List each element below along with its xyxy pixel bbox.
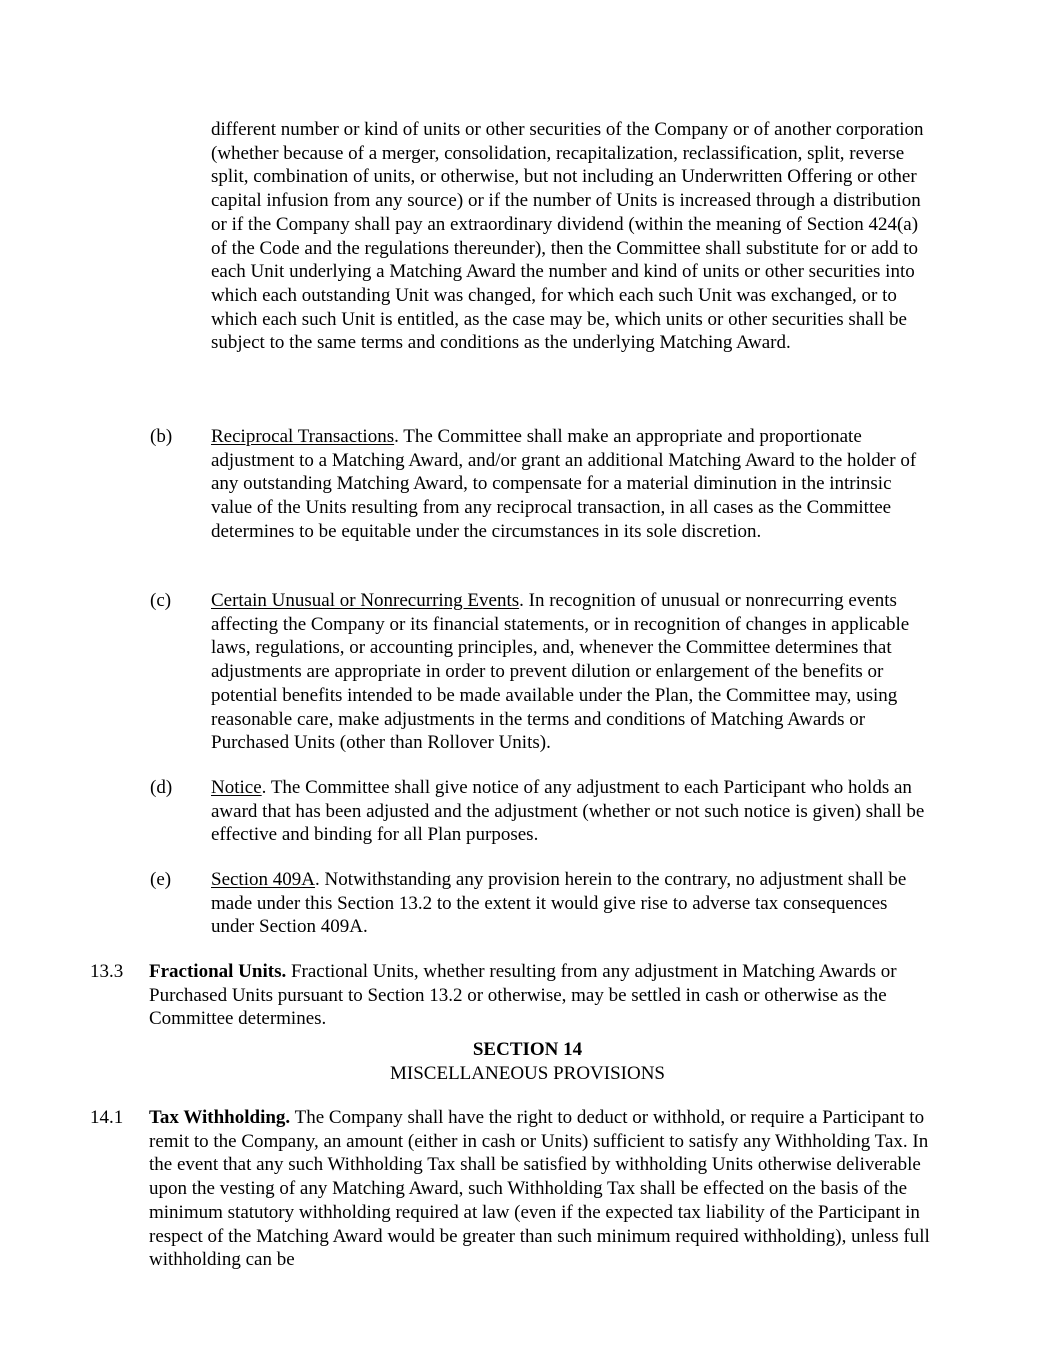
- section-13-3-number: 13.3: [90, 961, 124, 982]
- subsection-c: [211, 589, 935, 755]
- subsection-d-heading: Notice: [211, 777, 262, 798]
- subsection-e: [211, 868, 935, 939]
- subsection-e-label: (e): [150, 869, 172, 890]
- section-14-1: [149, 1106, 935, 1272]
- subsection-d-label: (d): [150, 777, 173, 798]
- subsection-b: [211, 425, 935, 544]
- section-14-1-heading: Tax Withholding.: [149, 1107, 291, 1128]
- section-14-1-number: 14.1: [90, 1107, 124, 1128]
- subsection-d-body: . The Committee shall give notice of any adjustment to each Participant who holds an award that has been adjusted and the adjustment (whether or not such notice is given) shall be effective and binding for all Plan purposes.: [211, 777, 925, 846]
- subsection-c-body: . In recognition of unusual or nonrecurring events affecting the Company or its financial statements, or in recognition of changes in applicable laws, regulations, or accounting principles, and, whenever the Committee determines that adjustments are appropriate in order to prevent dilution or enlargement of the benefits or potential benefits intended to be made available under the Plan, the Committee may, using reasonable care, make adjustments in the terms and conditions of Matching Awards or Purchased Units (other than Rollover Units).: [211, 590, 910, 754]
- section-14-title: SECTION 14: [472, 1039, 583, 1060]
- continuation-text: different number or kind of units or other securities of the Company or of another corporation (whether because of a merger, consolidation, recapitalization, reclassification, split, reverse split, combination of units, or otherwise, but not including an Underwritten Offering or other capital infusion from any source) or if the number of Units is increased through a distribution or if the Company shall pay an extraordinary dividend (within the meaning of Section 424(a) of the Code and the regulations thereunder), then the Committee shall substitute for or add to each Unit underlying a Matching Award the number and kind of units or other securities into which each outstanding Unit was changed, for which each such Unit was exchanged, or to which each such Unit is entitled, as the case may be, which units or other securities shall be subject to the same terms and conditions as the underlying Matching Award.: [211, 119, 924, 354]
- subsection-d: [211, 776, 935, 847]
- subsection-e-heading: Section 409A: [211, 869, 315, 890]
- section-14-subtitle: MISCELLANEOUS PROVISIONS: [390, 1063, 665, 1084]
- section-14-1-body: The Company shall have the right to deduct or withhold, or require a Participant to remit to the Company, an amount (either in cash or Units) sufficient to satisfy any Withholding Tax. In the event that any such Withholding Tax shall be satisfied by withholding Units otherwise deliverable upon the vesting of any Matching Award, such Withholding Tax shall be effected on the basis of the minimum statutory withholding required at law (even if the expected tax liability of the Participant in respect of the Matching Award would be greater than such minimum required withholding), unless full withholding can be: [149, 1107, 930, 1271]
- subsection-e-body: . Notwithstanding any provision herein to the contrary, no adjustment shall be made under this Section 13.2 to the extent it would give rise to adverse tax consequences under Section 409A.: [211, 869, 907, 938]
- subsection-c-label: (c): [150, 590, 172, 611]
- subsection-b-body: . The Committee shall make an appropriate and proportionate adjustment to a Matching Award, and/or grant an additional Matching Award to the holder of any outstanding Matching Award, to compensate for a material diminution in the intrinsic value of the Units resulting from any reciprocal transaction, in all cases as the Committee determines to be equitable under the circumstances in its sole discretion.: [211, 426, 917, 542]
- section-13-3-heading: Fractional Units.: [149, 961, 287, 982]
- subsection-b-label: (b): [150, 426, 173, 447]
- subsection-b-heading: Reciprocal Transactions: [211, 426, 395, 447]
- subsection-c-heading: Certain Unusual or Nonrecurring Events: [211, 590, 520, 611]
- continuation-paragraph: [211, 118, 935, 355]
- section-13-3-body: Fractional Units, whether resulting from any adjustment in Matching Awards or Purchased Units pursuant to Section 13.2 or otherwise, may be settled in cash or otherwise as the Committee determines.: [149, 961, 897, 1030]
- section-13-3: [149, 960, 929, 1031]
